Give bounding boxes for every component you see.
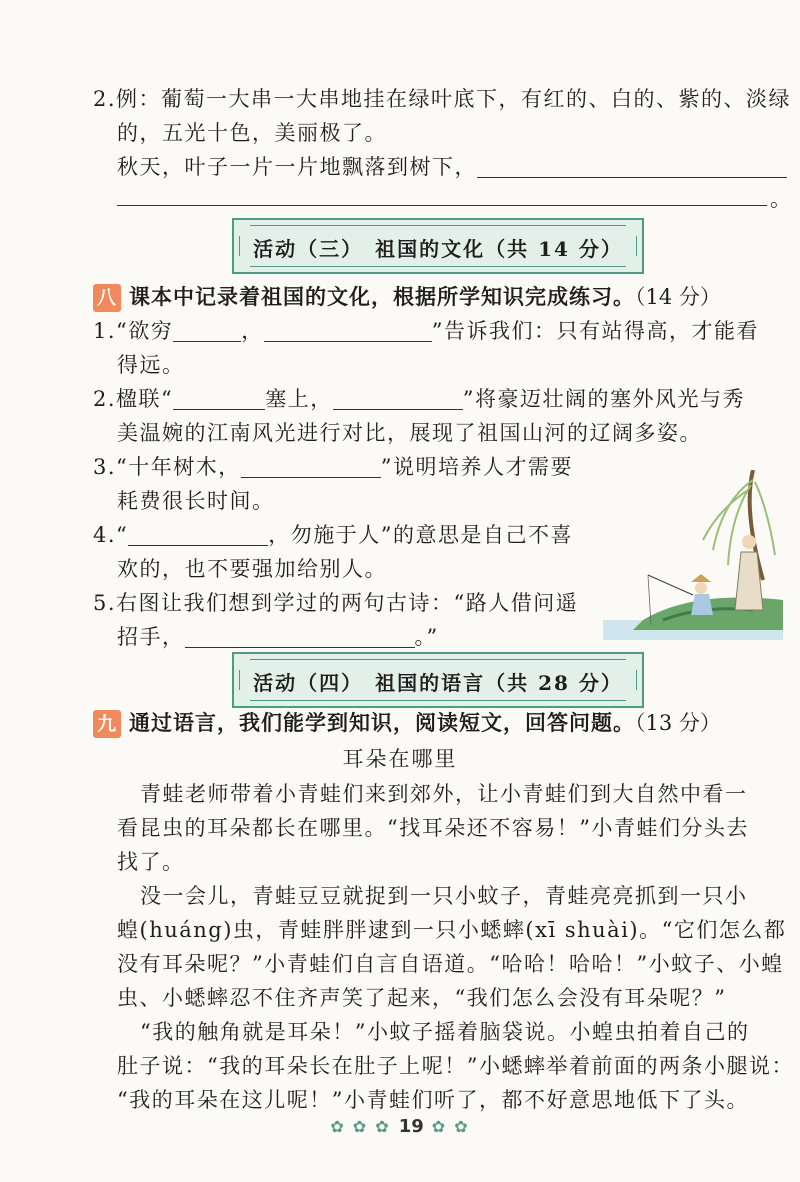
story-p3-line-1: “我的触角就是耳朵！”小蚊子摇着脑袋说。小蝗虫拍着自己的	[140, 1020, 750, 1044]
s8-item-1	[93, 316, 759, 346]
q2-answer-blank-2[interactable]	[117, 205, 767, 206]
section-9-badge: 九	[93, 710, 121, 738]
story-p1-line-3: 找了。	[117, 850, 185, 874]
page-footer	[0, 1116, 800, 1137]
story-p3-line-2: 肚子说：“我的耳朵长在肚子上呢！”小蟋蟀举着前面的两条小腿说：	[117, 1054, 794, 1078]
s8-item-3-cont: 耗费很长时间。	[117, 489, 275, 513]
story-p2-line-4: 虫、小蟋蟀忍不住齐声笑了起来，“我们怎么会没有耳朵呢？”	[117, 986, 727, 1010]
s8-item-3-text-b: ”说明培养人才需要	[380, 455, 574, 479]
q2-line-1: 2.例：葡萄一大串一大串地挂在绿叶底下，有红的、白的、紫的、淡绿	[93, 87, 792, 111]
s8-item-4-text-a: 4.“	[93, 523, 129, 547]
section-9-heading-text: 通过语言，我们能学到知识，阅读短文，回答问题。	[129, 710, 635, 735]
page-number: 19	[398, 1116, 424, 1137]
story-p2-line-3: 没有耳朵呢？”小青蛙们自言自语道。“哈哈！哈哈！”小蚊子、小蝗	[117, 952, 784, 976]
section-9-heading	[93, 708, 721, 738]
sprig-left-icon: ✿ ✿ ✿	[330, 1117, 391, 1136]
s8-item-1-text-c: ”告诉我们：只有站得高，才能看	[431, 319, 760, 343]
q2-prompt: 秋天，叶子一片一片地飘落到树下，	[117, 155, 477, 179]
s8-item-2-text-c: ”将豪迈壮阔的塞外风光与秀	[462, 387, 746, 411]
section-8-score: （14 分）	[635, 285, 721, 309]
s8-item-3-text-a: 3.“十年树木，	[93, 455, 241, 479]
section-8-heading	[93, 282, 721, 312]
s8-item-1-text-a: 1.“欲穷	[93, 319, 174, 343]
story-p1-line-1: 青蛙老师带着小青蛙们来到郊外，让小青蛙们到大自然中看一	[140, 782, 748, 806]
q2-line-2: 的，五光十色，美丽极了。	[117, 121, 387, 145]
s8-item-4-text-b: ，勿施于人”的意思是自己不喜	[268, 523, 574, 547]
story-p1-line-2: 看昆虫的耳朵都长在哪里。“找耳朵还不容易！”小青蛙们分头去	[117, 816, 749, 840]
s8-item-5-text-c: 。”	[414, 625, 439, 649]
s8-item-5-cont	[117, 622, 439, 652]
q2-end-mark: 。	[770, 187, 793, 211]
story-p3-line-3: “我的耳朵在这儿呢！”小青蛙们听了，都不好意思地低下了头。	[117, 1088, 749, 1112]
s8-item-5: 5.右图让我们想到学过的两句古诗：“路人借问遥	[93, 591, 579, 615]
s8-item-2-blank-1[interactable]	[173, 388, 265, 410]
s8-item-1-text-b: ，	[241, 319, 264, 343]
s8-item-2-text-a: 2.楹联“	[93, 387, 174, 411]
s8-item-4-cont: 欢的，也不要强加给别人。	[117, 557, 387, 581]
s8-item-1-blank-1[interactable]	[173, 320, 241, 342]
s8-item-5-blank[interactable]	[185, 626, 415, 648]
activity-4-banner	[232, 652, 644, 708]
s8-item-5-text-b: 招手，	[117, 625, 185, 649]
s8-item-3	[93, 452, 573, 482]
s8-item-4	[93, 520, 573, 550]
s8-item-2-blank-2[interactable]	[333, 388, 463, 410]
s8-item-2-text-b: 塞上，	[265, 387, 333, 411]
section-9-score: （13 分）	[635, 711, 721, 735]
s8-item-4-blank[interactable]	[128, 524, 268, 546]
story-title: 耳朵在哪里	[342, 747, 458, 771]
s8-item-1-cont: 得远。	[117, 353, 185, 377]
sprig-right-icon: ✿ ✿	[431, 1117, 470, 1136]
activity-3-title: 活动（三） 祖国的文化（共 14 分）	[253, 237, 623, 261]
fishing-boy-illustration	[603, 470, 783, 640]
s8-item-3-blank[interactable]	[241, 456, 381, 478]
story-p2-line-1: 没一会儿，青蛙豆豆就捉到一只小蚊子，青蛙亮亮抓到一只小	[140, 884, 748, 908]
story-p2-line-2: 蝗(huáng)虫，青蛙胖胖逮到一只小蟋蟀(xī shuài)。“它们怎么都	[117, 918, 787, 942]
activity-4-title: 活动（四） 祖国的语言（共 28 分）	[253, 671, 623, 695]
s8-item-2	[93, 384, 745, 414]
activity-3-banner	[232, 218, 644, 274]
s8-item-2-cont: 美温婉的江南风光进行对比，展现了祖国山河的辽阔多姿。	[117, 421, 702, 445]
s8-item-1-blank-2[interactable]	[264, 320, 432, 342]
section-8-badge: 八	[93, 284, 121, 312]
q2-line-3	[117, 152, 787, 182]
section-8-heading-text: 课本中记录着祖国的文化，根据所学知识完成练习。	[129, 284, 635, 309]
q2-answer-blank-1[interactable]	[477, 156, 787, 178]
